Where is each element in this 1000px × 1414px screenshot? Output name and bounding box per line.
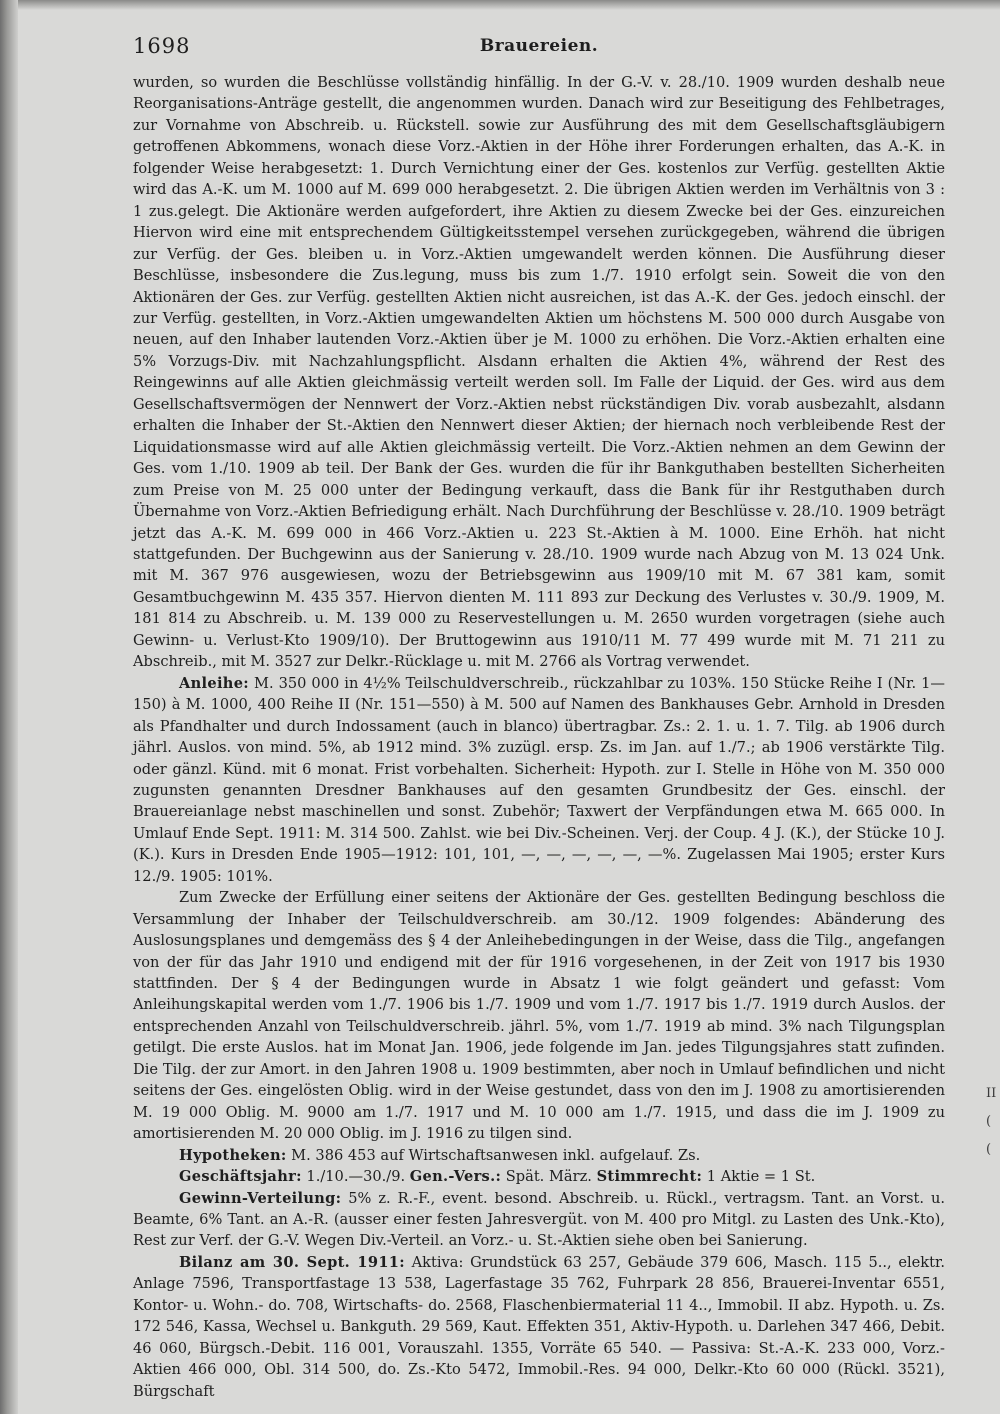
section-label: Gewinn-Verteilung: xyxy=(179,1189,342,1207)
section-label: Geschäftsjahr: xyxy=(179,1168,302,1186)
margin-mark: II xyxy=(986,1086,997,1101)
section-geschaeftsjahr xyxy=(133,1166,945,1187)
section-anleihe xyxy=(133,673,945,888)
section-gewinn-verteilung xyxy=(133,1188,945,1252)
body-text xyxy=(133,72,945,1402)
section-text: Aktiva: Grundstück 63 257, Gebäude 379 606, Masch. 115 5.., elektr. Anlage 7596, Transportfastage 13 538, Lagerfastage 35 762, Fuhrpark 28 856, Brauerei-Inventar 6551, Kontor- u. Wohn.- do. 708, Wirtschafts- do. 2568, Flaschenbiermaterial 11 4.., Immobil. II abz. Hypoth. u. Zs. 172 546, Kassa, Wechsel u. Bankguth. 29 569, Kaut. Effekten 351, Aktiv-Hypoth. u. Darlehen 347 466, Debit. 46 060, Bürgsch.-Debit. 116 001, Vorauszahl. 1355, Vorräte 65 540. — Passiva: St.-A.-K. 233 000, Vorz.-Aktien 466 000, Obl. 314 500, do. Zs.-Kto 5472, Immobil.-Res. 94 000, Delkr.-Kto 60 000 (Rückl. 3521), Bürgschaft xyxy=(133,1253,945,1400)
paragraph-sanierung xyxy=(133,72,945,673)
section-text: M. 386 453 auf Wirtschaftsanwesen inkl. aufgelauf. Zs. xyxy=(286,1146,701,1164)
section-label: Bilanz am 30. Sept. 1911: xyxy=(179,1253,405,1271)
margin-marks xyxy=(986,1080,1000,1164)
section-label-gen-vers: Gen.-Vers.: xyxy=(409,1168,502,1186)
section-label: Anleihe: xyxy=(179,674,249,692)
paragraph-tilgung xyxy=(133,887,945,1144)
section-label: Hypotheken: xyxy=(179,1146,287,1164)
margin-mark: ( xyxy=(986,1114,992,1129)
section-bilanz xyxy=(133,1252,945,1402)
section-hypotheken xyxy=(133,1145,945,1166)
running-head: Brauereien. xyxy=(479,36,599,56)
paragraph-text: Zum Zwecke der Erfüllung einer seitens der Aktionäre der Ges. gestellten Bedingung beschloss die Versammlung der Inhaber der Teilschuldverschreib. am 30./12. 1909 folgendes: Abänderung des Auslosungsplanes und demgemäss des § 4 der Anleihebedingungen in der Weise, dass die Tilg., angefangen von der für das Jahr 1910 und endigend mit der für 1916 vorgesehenen, in der Zeit von 1917 bis 1930 stattfinden. Der § 4 der Bedingungen wurde in Absatz 1 wie folgt geändert und gefasst: Vom Anleihungskapital werden vom 1./7. 1906 bis 1./7. 1909 und vom 1./7. 1917 bis 1./7. 1919 durch Auslos. der entsprechenden Anzahl von Teilschuldverschreib. jährl. 5%, vom 1./7. 1919 ab mind. 3% nach Tilgungsplan getilgt. Die erste Auslos. hat im Monat Jan. 1906, jede folgende im Jan. jedes Tilgungsjahres statt zufinden. Die Tilg. der zur Amort. in den Jahren 1908 u. 1909 bestimmten, aber noch in Umlauf befindlichen und nicht seitens der Ges. eingelösten Oblig. wird in der Weise gestundet, dass von den im J. 1908 zu amortisierenden M. 19 000 Oblig. M. 9000 am 1./7. 1917 und M. 10 000 am 1./7. 1915, und dass die im J. 1909 zu amortisierenden M. 20 000 Oblig. im J. 1916 zu tilgen sind. xyxy=(133,889,945,1143)
section-text: M. 350 000 in 4½% Teilschuldverschreib., rückzahlbar zu 103%. 150 Stücke Reihe I (Nr. 1—150) à M. 1000, 400 Reihe II (Nr. 151—550) à M. 500 auf Namen des Bankhauses Gebr. Arnhold in Dresden als Pfandhalter und durch Indossament (auch in blanco) übertragbar. Zs.: 2. 1. u. 1. 7. Tilg. ab 1906 durch jährl. Auslos. von mind. 5%, ab 1912 mind. 3% zuzügl. ersp. Zs. im Jan. auf 1./7.; ab 1906 verstärkte Tilg. oder gänzl. Künd. mit 6 monat. Frist vorbehalten. Sicherheit: Hypoth. zur I. Stelle in Höhe von M. 350 000 zugunsten genannten Dresdner Bankhauses auf den gesamten Grundbesitz der Ges. einschl. der Brauereianlage nebst maschinellen und sonst. Zubehör; Taxwert der Verpfändungen etwa M. 665 000. In Umlauf Ende Sept. 1911: M. 314 500. Zahlst. wie bei Div.-Scheinen. Verj. der Coup. 4 J. (K.), der Stücke 10 J. (K.). Kurs in Dresden Ende 1905—1912: 101, 101, —, —, —, —, —, —%. Zugelassen Mai 1905; erster Kurs 12./9. 1905: 101%. xyxy=(133,674,945,885)
section-text-gen-vers: Spät. März. xyxy=(501,1168,597,1186)
page-header xyxy=(133,34,945,62)
section-text: 5% z. R.-F., event. besond. Abschreib. u. Rückl., vertragsm. Tant. an Vorst. u. Beamte, 6% Tant. an A.-R. (ausser einer festen Jahresvergüt. von M. 400 pro Mitgl. zu Lasten des Unk.-Kto), Rest zur Verf. der G.-V. Wegen Div.-Verteil. an Vorz.- u. St.-Aktien siehe oben bei Sanierung. xyxy=(133,1189,945,1250)
scan-top-shadow xyxy=(0,0,1000,10)
section-text-stimmrecht: 1 Aktie = 1 St. xyxy=(702,1168,816,1186)
paragraph-text: wurden, so wurden die Beschlüsse vollständig hinfällig. In der G.-V. v. 28./10. 1909 wurden deshalb neue Reorganisations-Anträge gestellt, die angenommen wurden. Danach wird zur Beseitigung des Fehlbetrages, zur Vornahme von Abschreib. u. Rückstell. sowie zur Ausführung des mit dem Gesellschaftsgläubigern getroffenen Abkommens, wonach diese Vorz.-Aktien in der Höhe ihrer Forderungen erhalten, das A.-K. in folgender Weise herabgesetzt: 1. Durch Vernichtung einer der Ges. kostenlos zur Verfüg. gestellten Aktie wird das A.-K. um M. 1000 auf M. 699 000 herabgesetzt. 2. Die übrigen Aktien werden im Verhältnis von 3 : 1 zus.gelegt. Die Aktionäre werden aufgefordert, ihre Aktien zu diesem Zwecke bei der Ges. einzureichen Hiervon wird eine mit entsprechendem Gültigkeitsstempel versehen zurückgegeben, während die übrigen zur Verfüg. der Ges. bleiben u. in Vorz.-Aktien umgewandelt werden können. Die Ausführung dieser Beschlüsse, insbesondere die Zus.legung, muss bis zum 1./7. 1910 erfolgt sein. Soweit die von den Aktionären der Ges. zur Verfüg. gestellten Aktien nicht ausreichen, ist das A.-K. der Ges. jedoch einschl. der zur Verfüg. gestellten, in Vorz.-Aktien umgewandelten Aktien um höchstens M. 500 000 durch Ausgabe von neuen, auf den Inhaber lautenden Vorz.-Aktien über je M. 1000 zu erhöhen. Die Vorz.-Aktien erhalten eine 5% Vorzugs-Div. mit Nachzahlungspflicht. Alsdann erhalten die Aktien 4%, während der Rest des Reingewinns auf alle Aktien gleichmässig verteilt werden soll. Im Falle der Liquid. der Ges. wird aus dem Gesellschaftsvermögen der Nennwert der Vorz.-Aktien nebst rückständigen Div. vorab ausbezahlt, alsdann erhalten die Inhaber der St.-Aktien den Nennwert dieser Aktien; der hiernach noch verbleibende Rest der Liquidationsmasse wird auf alle Aktien gleichmässig verteilt. Die Vorz.-Aktien nehmen an dem Gewinn der Ges. vom 1./10. 1909 ab teil. Der Bank der Ges. wurden die für ihr Bankguthaben bestellten Sicherheiten zum Preise von M. 25 000 unter der Bedingung verkauft, dass die Bank für ihr Restguthaben durch Übernahme von Vorz.-Aktien Befriedigung erhält. Nach Durchführung der Beschlüsse v. 28./10. 1909 beträgt jetzt das A.-K. M. 699 000 in 466 Vorz.-Aktien u. 223 St.-Aktien à M. 1000. Eine Erhöh. hat nicht stattgefunden. Der Buchgewinn aus der Sanierung v. 28./10. 1909 wurde nach Abzug von M. 13 024 Unk. mit M. 367 976 ausgewiesen, wozu der Betriebsgewinn aus 1909/10 mit M. 67 381 kam, somit Gesamtbuchgewinn M. 435 357. Hiervon dienten M. 111 893 zur Deckung des Verlustes v. 30./9. 1909, M. 181 814 zu Abschreib. u. M. 139 000 zu Reservestellungen u. M. 2650 wurden vorgetragen (siehe auch Gewinn- u. Verlust-Kto 1909/10). Der Bruttogewinn aus 1910/11 M. 77 499 wurde mit M. 71 211 zu Abschreib., mit M. 3527 zur Delkr.-Rücklage u. mit M. 2766 als Vortrag verwendet. xyxy=(133,74,945,671)
page-number: 1698 xyxy=(133,34,191,58)
margin-mark: ( xyxy=(986,1142,992,1157)
section-text: 1./10.—30./9. xyxy=(301,1168,410,1186)
scan-binding-shadow xyxy=(0,0,18,1414)
section-label-stimmrecht: Stimmrecht: xyxy=(596,1168,703,1186)
